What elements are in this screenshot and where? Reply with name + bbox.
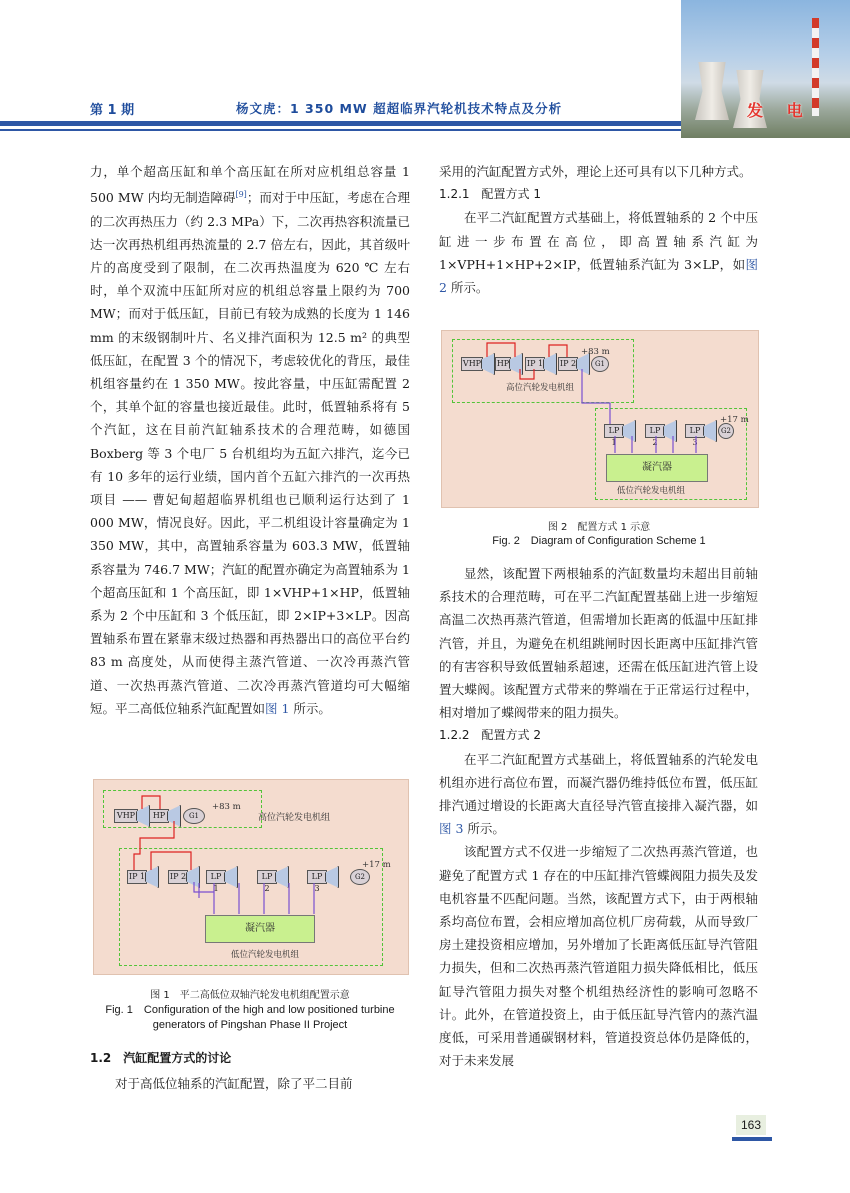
lp1-cylinder: LP 1 — [206, 870, 226, 884]
condenser: 凝汽器 — [205, 915, 315, 943]
journal-badge: 发 电 — [747, 101, 812, 120]
ip2-cylinder: IP 2 — [558, 357, 578, 371]
hp-cylinder: HP — [495, 357, 511, 371]
section-heading-1-2: 1.2 汽缸配置方式的讨论 — [90, 1051, 232, 1065]
ip1-cylinder: IP 1 — [525, 357, 545, 371]
lp2-cylinder: LP 2 — [257, 870, 277, 884]
body-text: 采用的汽缸配置方式外，理论上还可具有以下几种方式。 — [439, 164, 752, 179]
low-group-label: 低位汽轮发电机组 — [617, 486, 686, 496]
body-text: 力，单个超高压缸和单个高压缸在所对应机组总容量 1 500 MW 内均无制造障碍 — [90, 164, 410, 206]
vhp-cylinder: VHP — [461, 357, 483, 371]
generator-g2: G2 — [350, 869, 370, 885]
right-column-bottom — [439, 562, 758, 1072]
cooling-tower-graphic — [695, 62, 729, 120]
elevation-low: +17 m — [362, 860, 391, 870]
condenser: 凝汽器 — [606, 454, 708, 482]
right-column-top — [439, 160, 758, 299]
page-number: 163 — [736, 1115, 766, 1135]
body-text: ；而对于中压缸，考虑在合理的二次再热压力（约 2.3 MPa）下，二次再热容积流量已达一次再热机组再热流量的 2.7 倍左右，因此，其首级叶片的高度受到了限制，在二次再热温度为 620 ℃ 左右时，单个双流中压缸所对应的机组总容量上限约为 700 MW；而对于低压缸，目前已有较为成熟的长度为 1 146 mm 的末级钢制叶片、名义排汽面积为 12.5 m² 的典型低压缸，在配置 3 个的情况下，考虑较优化的背压，最佳机组容量约在 1 350 MW。按此容量，中压缸需配置 2 个，其单个缸的容量也接近最佳。此时，低置轴系将有 5 个汽缸，这在目前汽缸轴系技术的合理范畴，如德国 Boxberg 等 3 个电厂 5 台机组均为五缸六排汽，迄今已有 10 多年的运行业绩，国内首个五缸六排汽的一次再热项目 —— 曹妃甸超超临界机组也已顺利运行达到了 1 000 MW，情况良好。因此，平二机组设计容量确定为 1 350 MW，其中，高置轴系容量为 603.3 MW，低置轴系容量为 746.7 MW；汽缸的配置亦确定为高置轴系为 1 个超高压缸和 1 个高压缸，即 1×VHP+1×HP，低置轴系为 2 个中压缸和 3 个低压缸，即 2×IP+3×LP。因高置轴系布置在紧靠末级过热器和再热器出口的高位平台约 83 m 高度处，从而使得主蒸汽管道、一次冷再蒸汽管道、一次热再蒸汽管道、二次冷再蒸汽管道均可大幅缩短。平二高低位轴系汽缸配置如 — [90, 190, 410, 716]
figure-1-caption-en: Fig. 1 Configuration of the high and low positioned turbine generators of Pingshan Phase II Project — [105, 1004, 395, 1031]
issue-label: 第 1 期 — [90, 103, 135, 118]
left-column-text — [90, 160, 410, 720]
hp-cylinder: HP — [149, 809, 169, 823]
generator-g1: G1 — [591, 356, 609, 372]
section-heading-1-2-2: 1.2.2 配置方式 2 — [439, 728, 541, 743]
citation[interactable]: [9] — [235, 190, 247, 200]
vhp-cylinder: VHP — [114, 809, 138, 823]
generator-g1: G1 — [183, 808, 205, 824]
ip2-cylinder: IP 2 — [168, 870, 188, 884]
running-title: 杨文虎：1 350 MW 超超临界汽轮机技术特点及分析 — [236, 101, 563, 116]
body-text: 在平二汽缸配置方式基础上，将低置轴系的汽轮发电机组亦进行高位布置，而凝汽器仍维持低位布置，低压缸排汽通过增设的长距离大直径导汽管直接排入凝汽器，如 — [439, 751, 758, 814]
figure-1 — [93, 779, 409, 975]
body-text: 所示。 — [289, 700, 331, 716]
high-group-label: 高位汽轮发电机组 — [258, 813, 331, 823]
header-rule — [0, 129, 681, 131]
steam-flow-arrows — [94, 780, 408, 974]
ip1-cylinder: IP 1 — [127, 870, 147, 884]
page-number-rule — [732, 1137, 772, 1141]
figure-2-caption-cn: 图 2 配置方式 1 示意 — [547, 522, 651, 533]
high-group-label: 高位汽轮发电机组 — [506, 383, 575, 393]
lp2-cylinder: LP 2 — [645, 424, 665, 438]
chimney-graphic — [812, 18, 819, 116]
lp1-cylinder: LP 1 — [604, 424, 624, 438]
lp3-cylinder: LP 3 — [685, 424, 705, 438]
figure-2 — [441, 330, 759, 508]
body-text: 所示。 — [463, 821, 505, 837]
lp3-cylinder: LP 3 — [307, 870, 327, 884]
low-group-label: 低位汽轮发电机组 — [231, 950, 300, 960]
body-text: 显然，该配置下两根轴系的汽缸数量均未超出目前轴系技术的合理范畴，可在平二汽缸配置基础上进一步缩短高温二次热再蒸汽管道，但需增加长距离的低温中压缸排汽管，并且，为避免在机组跳闸时因长距离中压缸排汽管的有害容积导致低置轴系超速，还需在低压缸进汽管上设置大蝶阀。该配置方式带来的弊端在于正常运行过程中，相对增加了蝶阀带来的阻力损失。 — [439, 566, 758, 721]
figure-link[interactable]: 图 3 — [439, 821, 464, 837]
figure-2-caption-en: Fig. 2 Diagram of Configuration Scheme 1 — [492, 535, 706, 547]
body-text: 该配置方式不仅进一步缩短了二次热再蒸汽管道，也避免了配置方式 1 存在的中压缸排汽管蝶阀阻力损失及发电机容量不匹配问题。当然，该配置方式下，由于两根轴系均高位布置，会相应增加高位机厂房荷载，从而导致厂房土建投资相应增加，另外增加了长距离低压缸导汽管阻力损失，但和二次热再蒸汽管道阻力损失降低相比，低压缸导汽管阻力损失对整个机组热经济性的影响可忽略不计。此外，在管道投资上，由于低压缸导汽管内的蒸汽温度低，可采用普通碳钢材料，管道投资总体仍是降低的，对于未来发展 — [439, 844, 758, 1069]
figure-1-caption-cn: 图 1 平二高低位双轴汽轮发电机组配置示意 — [150, 990, 350, 1001]
body-text: 在平二汽缸配置方式基础上，将低置轴系的 2 个中压缸进一步布置在高位，即高置轴系汽缸为 1×VPH+1×HP+2×IP，低置轴系汽缸为 3×LP，如 — [439, 210, 758, 272]
generator-g2: G2 — [718, 423, 734, 439]
figure-link[interactable]: 图 2 — [439, 256, 758, 296]
section-heading-1-2-1: 1.2.1 配置方式 1 — [439, 187, 541, 202]
elevation-high: +83 m — [581, 347, 610, 357]
elevation-high: +83 m — [212, 802, 241, 812]
elevation-low: +17 m — [720, 415, 749, 425]
header-rule — [0, 121, 681, 126]
figure-link[interactable]: 图 1 — [265, 700, 290, 716]
body-text: 对于高低位轴系的汽缸配置，除了平二目前 — [115, 1076, 353, 1091]
steam-flow-arrows — [442, 331, 758, 507]
body-text: 所示。 — [446, 280, 489, 296]
